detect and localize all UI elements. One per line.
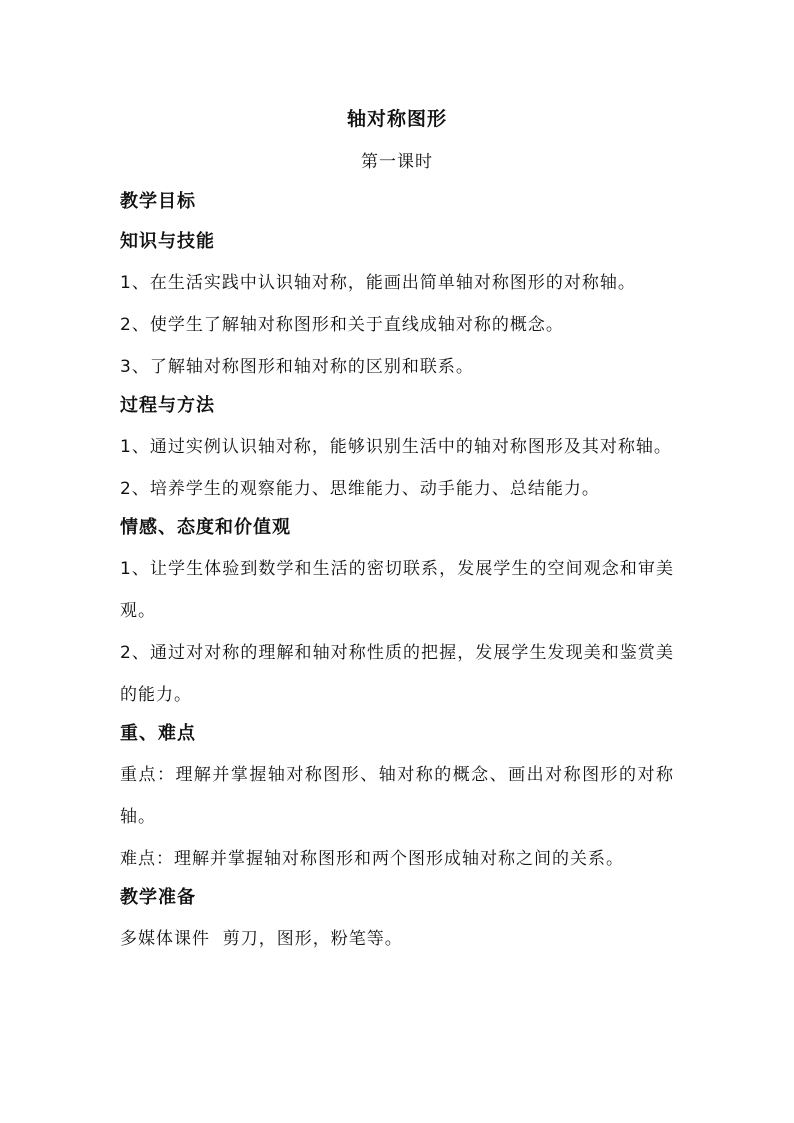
section-heading-key-points: 重、难点	[120, 723, 196, 744]
knowledge-item-2: 2、使学生了解轴对称图形和关于直线成轴对称的概念。	[120, 315, 564, 335]
process-item-1: 1、通过实例认识轴对称，能够识别生活中的轴对称图形及其对称轴。	[120, 437, 672, 457]
section-heading-knowledge: 知识与技能	[120, 231, 215, 252]
section-heading-emotion: 情感、态度和价值观	[120, 517, 291, 538]
emotion-item-2: 2、通过对对称的理解和轴对称性质的把握，发展学生发现美和鉴赏美的能力。	[120, 643, 674, 705]
knowledge-item-1: 1、在生活实践中认识轴对称，能画出简单轴对称图形的对称轴。	[120, 273, 636, 293]
section-heading-preparation: 教学准备	[120, 887, 196, 908]
knowledge-item-3: 3、了解轴对称图形和轴对称的区别和联系。	[120, 357, 474, 377]
process-item-2: 2、培养学生的观察能力、思维能力、动手能力、总结能力。	[120, 479, 600, 499]
document-subtitle: 第一课时	[361, 152, 433, 172]
difficult-point-item: 难点：理解并掌握轴对称图形和两个图形成轴对称之间的关系。	[120, 849, 624, 869]
emotion-item-1: 1、让学生体验到数学和生活的密切联系，发展学生的空间观念和审美观。	[120, 559, 674, 621]
section-heading-goals: 教学目标	[120, 191, 196, 212]
section-heading-process: 过程与方法	[120, 395, 215, 416]
key-point-item: 重点：理解并掌握轴对称图形、轴对称的概念、画出对称图形的对称轴。	[120, 765, 674, 827]
document-title: 轴对称图形	[346, 108, 447, 130]
preparation-item: 多媒体课件 剪刀，图形，粉笔等。	[120, 929, 403, 949]
